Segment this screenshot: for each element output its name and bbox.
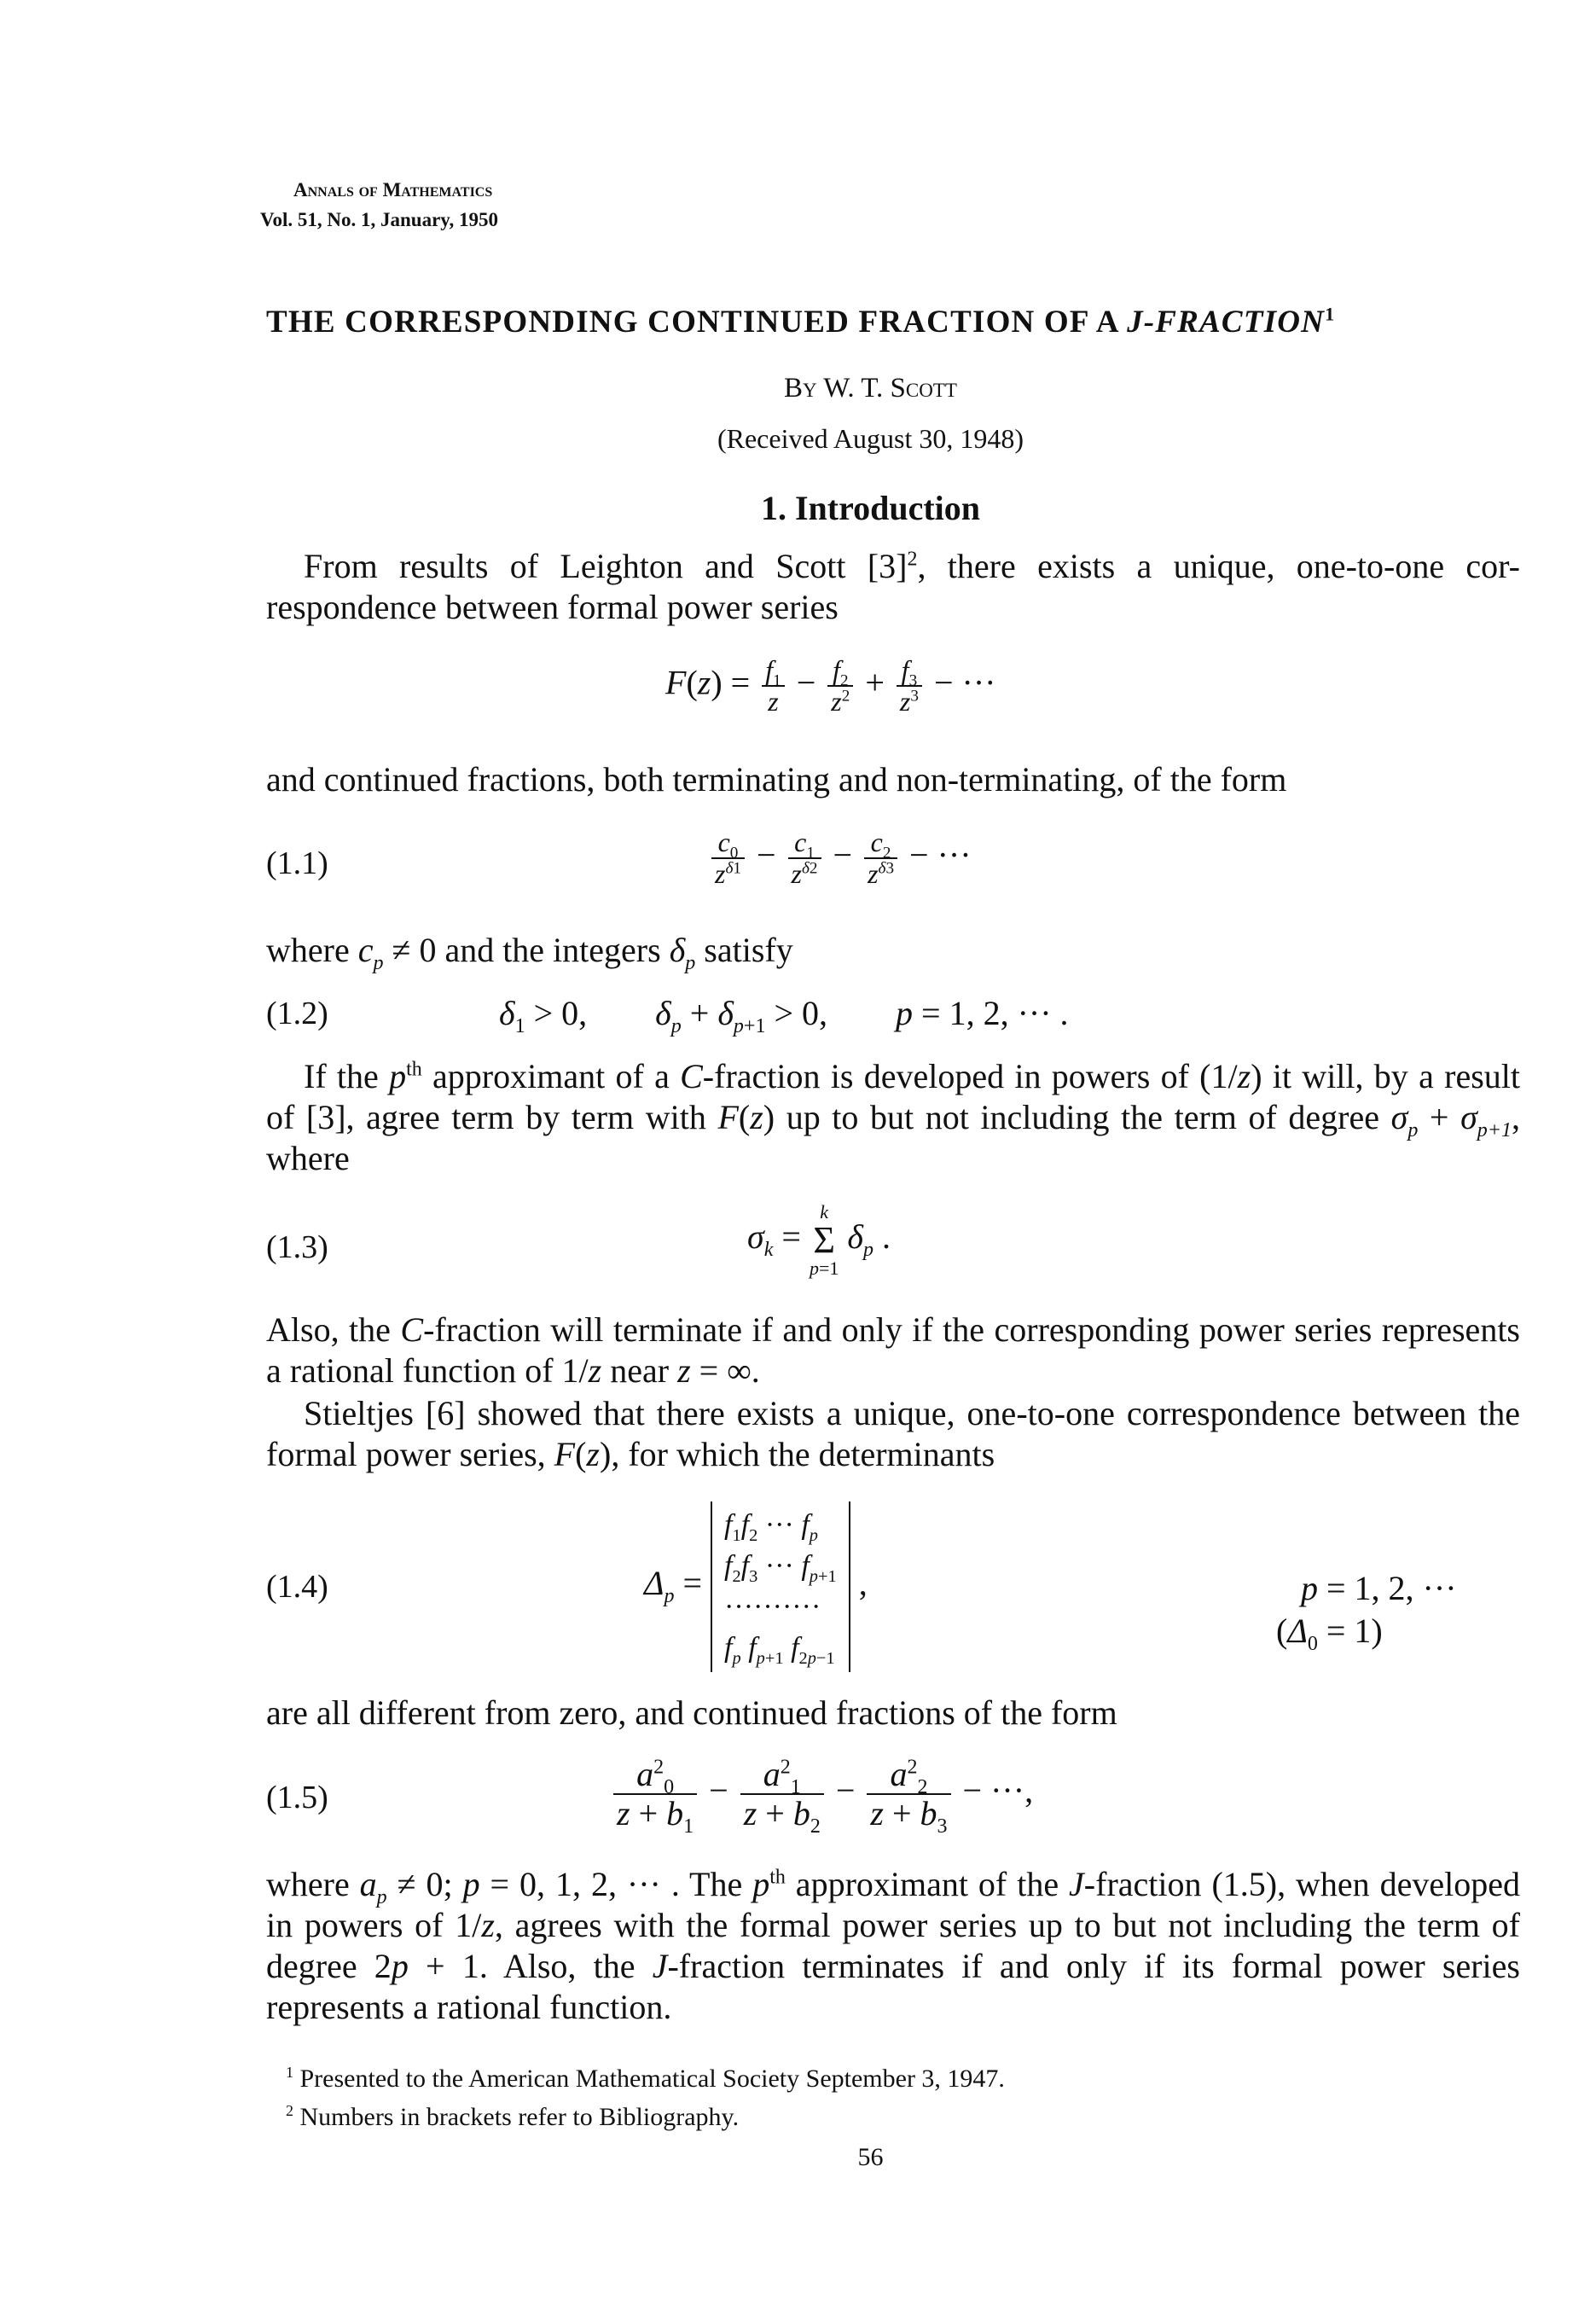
page-number: 56 [857, 2143, 884, 2171]
p1-text-a: From results of Leighton and Scott [3] [304, 547, 908, 585]
p5-text-b: -fraction will terminate if and only if the corresponding power series represents a rational function of 1/ [266, 1310, 1520, 1390]
equation-power-series: F(z) = $\frac{f_1}{z}$ − $\frac{f_2}{z^2}$ + $\frac{f_3}{z^3}$ − ··· [665, 654, 996, 717]
footnote-1-text: Presented to the American Mathematical Society September 3, 1947. [299, 2065, 1005, 2093]
p4-text-d: ) it will, by a result of [3], agree term by term with [266, 1057, 1520, 1136]
paragraph-3: where $c_p \ne 0$ and the integers $\delta_p$ satisfy [266, 931, 793, 974]
p8-text-e: -fraction (1.5), when developed in powers of 1/ [266, 1865, 1521, 1944]
p8-sup-th: th [769, 1866, 786, 1889]
footnote-2-mark: 2 [286, 2102, 293, 2119]
title-footnote-mark: 1 [1325, 303, 1336, 325]
p8-text-c: = 0, 1, 2, ··· . The [479, 1865, 753, 1903]
p4-text-a: If the [304, 1057, 390, 1095]
paragraph-4: If the $p^{th}$ approximant of a C-fraction is developed in powers of (1/z) it will, by a result of [3], agree term by term with F(z) up to but not including the term of degree $\sigma_p + \sigma_{p+1}$, where [266, 1057, 1520, 1177]
paragraph-1 [266, 546, 1520, 628]
equation-c-fraction: $\frac{c_0}{z^{\delta 1}}$ − $\frac{c_1}{z^{\delta 2}}$ − $\frac{c_2}{z^{\delta 3}}$ − ··· [708, 828, 972, 889]
title-jfraction: J-FRACTION [1127, 305, 1326, 340]
title-main: THE CORRESPONDING CONTINUED FRACTION OF A [266, 305, 1128, 340]
paragraph-5: Also, the C-fraction will terminate if and only if the corresponding power series represents a rational function of 1/z near z = ∞. [266, 1310, 1520, 1390]
equation-p-range: p = 1, 2, ··· [1301, 1569, 1457, 1607]
p6-text-b: , for which the determinants [611, 1435, 995, 1473]
paragraph-8: where $a_p \ne 0$; p = 0, 1, 2, ··· . The $p^{th}$ approximant of the J-fraction (1.5), when developed in powers of 1/z, agrees with the formal power series up to but not including the term of degree 2p + 1. Also, the J-fraction terminates if and only if its formal power series represents a rational function. [266, 1865, 1521, 2026]
paragraph-2 [266, 759, 1520, 800]
p4-text-b: approximant of a [421, 1057, 681, 1095]
eq-label-1-5: (1.5) [266, 1780, 328, 1815]
p2-text: and continued fractions, both terminating and non-terminating, of the form [266, 760, 1287, 799]
p8-text-f: , agrees with the formal power series up to but not including the term of degree 2 [266, 1906, 1520, 1985]
p1-footnote-mark: 2 [907, 548, 918, 571]
p5-text-c: near [601, 1351, 678, 1390]
p3-text-c: satisfy [695, 931, 793, 969]
p4-text-f: , where [266, 1098, 1520, 1177]
p8-text-a: where [266, 1865, 360, 1903]
footnote-2 [286, 2100, 739, 2134]
equation-delta-zero: $(\Delta_0 = 1)$ [1276, 1612, 1383, 1655]
author-byline: By W. T. Scott [784, 373, 957, 404]
journal-name: Annals of Mathematics [293, 179, 493, 200]
p3-text-b: and the integers [436, 931, 670, 969]
section-heading [0, 488, 1596, 528]
p1-text-b: , there exists a unique, one-to-one cor-respondence between formal power series [266, 547, 1520, 626]
footnote-1-mark: 1 [286, 2064, 293, 2081]
p8-text-d: approximant of the [785, 1865, 1070, 1903]
p4-text-e: up to but not including the term of degree [775, 1098, 1391, 1136]
equation-determinant: $\Delta_p = f_1f_2$ ··· $f_p$ $f_2f_3$ ··· $f_{p+1}$ ·········· $f_p$ $f_{p+1}$ $f_{2p-1}$ , [644, 1501, 868, 1672]
footnote-1 [286, 2062, 1005, 2096]
paragraph-6: Stieltjes [6] showed that there exists a unique, one-to-one correspondence between the formal power series, F(z), for which the determinants [266, 1394, 1520, 1473]
footnote-2-text: Numbers in brackets refer to Bibliography. [299, 2103, 740, 2131]
received-date: (Received August 30, 1948) [717, 423, 1024, 454]
section-number: 1. [760, 489, 786, 527]
p8-text-b: ≠ 0; [386, 1865, 463, 1903]
p5-text-a: Also, the [266, 1310, 401, 1349]
p5-text-d: = ∞. [690, 1351, 760, 1390]
p3-text-a: where [266, 931, 358, 969]
p8-text-g: + 1. Also, the [408, 1947, 653, 1985]
section-title: Introduction [794, 489, 981, 527]
p7-text: are all different from zero, and continued fractions of the form [266, 1693, 1117, 1732]
eq-label-1-3: (1.3) [266, 1229, 328, 1265]
journal-volume: Vol. 51, No. 1, January, 1950 [260, 209, 499, 230]
eq-label-1-2: (1.2) [266, 996, 328, 1031]
p4-sup-th: th [406, 1058, 422, 1081]
equation-sigma-sum: $\sigma_k$ = k Σ p=1 $\delta_p$ . [747, 1201, 891, 1279]
equation-j-fraction: $\frac{a^2_0}{z + b_1}$ − $\frac{a^2_1}{z + b_2}$ − $\frac{a^2_2}{z + b_3}$ − ···, [610, 1756, 1033, 1832]
paragraph-7 [266, 1693, 1520, 1734]
eq-label-1-1: (1.1) [266, 845, 328, 881]
paper-title [266, 304, 1335, 340]
p4-text-c: -fraction is developed in powers of (1/ [702, 1057, 1238, 1095]
eq-label-1-4: (1.4) [266, 1569, 328, 1605]
determinant-matrix: $f_1f_2$ ··· $f_p$ $f_2f_3$ ··· $f_{p+1}$ ·········· $f_p$ $f_{p+1}$ $f_{2p-1}$ [711, 1501, 850, 1672]
p6-text-a: Stieltjes [6] showed that there exists a unique, one-to-one correspondence between the formal power series, [266, 1394, 1520, 1473]
p8-text-h: -fraction terminates if and only if its formal power series represents a rational function. [266, 1947, 1520, 2026]
equation-delta-condition: $\delta_1 > 0$, $\delta_p + \delta_{p+1} > 0$, p = 1, 2, ··· . [499, 994, 1069, 1037]
